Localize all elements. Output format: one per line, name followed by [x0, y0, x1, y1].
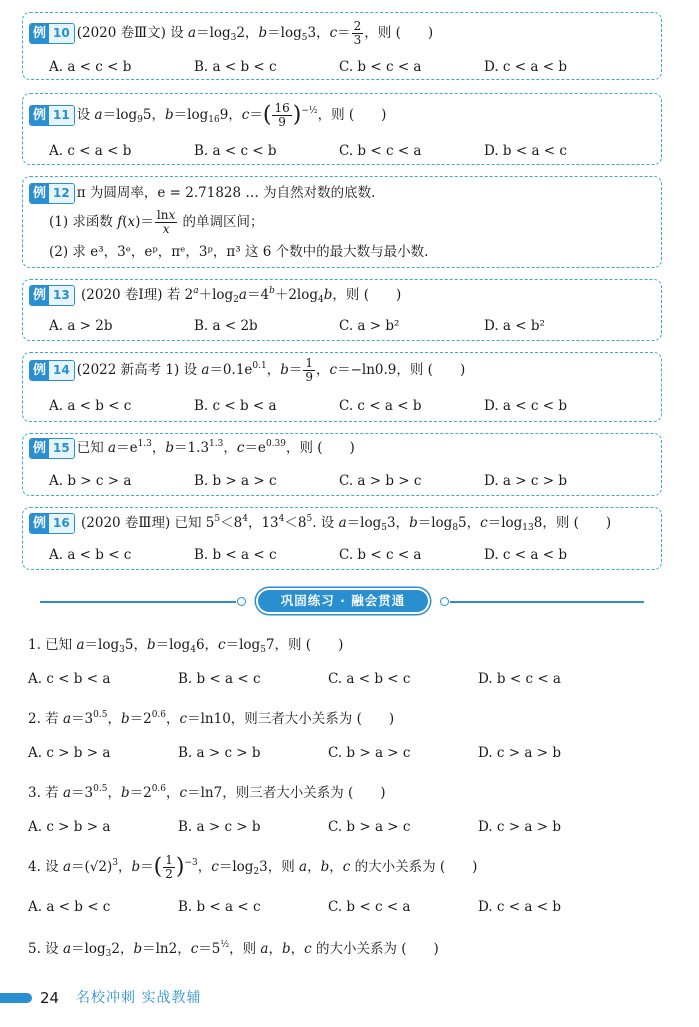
option-c: C. b < c < a [339, 143, 422, 159]
option-a: A. a > 2b [49, 318, 113, 334]
example-12-part2: (2) 求 e³，3ᵉ，eᵖ，πᵉ，3ᵖ，π³ 这 6 个数中的最大数与最小数. [49, 244, 429, 260]
example-tag: 例 11 [29, 105, 75, 126]
section-banner: 巩固练习 · 融会贯通 [258, 590, 428, 612]
option-d: D. c > a > b [478, 745, 561, 761]
book-title: 名校冲刺 实战教辅 [76, 990, 202, 1006]
example-tag: 例 12 [29, 183, 75, 204]
exercise-4-question: 4. 设 $a=(√2)^3$，b＝( $\frac{1}{2}$ )$^{-3}$，$c=\log_23$，则 a，b，c 的大小关系为 ( ) [28, 853, 478, 881]
option-d: D. a < b² [484, 318, 545, 334]
page-number: 24 [40, 989, 60, 1007]
option-b: B. b < a < c [194, 547, 277, 563]
option-a: A. a < c < b [49, 59, 132, 75]
option-b: B. b > a > c [194, 473, 277, 489]
exercise-3-question: 3. 若 $a=3^{0.5}$，$b=2^{0.6}$，c＝ln7，则三者大小关系为 ( ) [28, 784, 386, 801]
example-12-question: 例 12 π 为圆周率，e = 2.71828 … 为自然对数的底数. [29, 181, 655, 205]
example-tag: 例 13 [29, 285, 75, 306]
option-c: C. b > a > c [328, 745, 411, 761]
option-c: C. b < c < a [339, 547, 422, 563]
exercise-1-question: 1. 已知 $a=\log_35$，$b=\log_46$，$c=\log_57$，则 ( ) [28, 637, 344, 655]
option-b: B. a < c < b [194, 143, 277, 159]
option-c: C. b < c < a [328, 899, 411, 915]
option-a: A. c < b < a [28, 671, 111, 687]
option-d: D. c > a > b [478, 819, 561, 835]
page-footer [0, 987, 300, 1009]
example-12-box [22, 176, 662, 268]
option-a: A. c < a < b [49, 143, 132, 159]
option-a: A. c > b > a [28, 745, 111, 761]
example-tag: 例 10 [29, 23, 75, 44]
exercise-2-question: 2. 若 $a=3^{0.5}$，$b=2^{0.6}$，c＝ln10，则三者大小关系为 ( ) [28, 710, 395, 727]
example-10-box [22, 12, 662, 80]
example-14-question: 例 14 (2022 新高考 1) 设 $a=0.1e^{0.1}$，b＝ $\frac{1}{9}$ ，c＝−ln0.9，则 ( ) [29, 357, 655, 384]
option-b: B. b < a < c [178, 899, 261, 915]
example-11-question: 例 11 设 $a=\log_95$，$b=\log_{16}9$，c＝( $\frac{16}{9}$ )$^{-\frac{1}{2}}$，则 ( ) [29, 100, 655, 131]
option-b: B. c < b < a [194, 398, 277, 414]
option-a: A. a < b < c [28, 899, 111, 915]
section-divider [40, 590, 644, 614]
option-b: B. a > c > b [178, 819, 261, 835]
example-16-box [22, 507, 662, 570]
example-tag: 例 16 [29, 513, 75, 534]
option-a: A. b > c > a [49, 473, 132, 489]
option-d: D. c < a < b [484, 59, 567, 75]
example-tag: 例 14 [29, 360, 75, 381]
option-a: A. c > b > a [28, 819, 111, 835]
example-13-box [22, 279, 662, 341]
example-13-question: 例 13 (2020 卷Ⅰ理) 若 $2^a+\log_2a=4^b+2\log_4b$，则 ( ) [29, 283, 655, 307]
example-14-box [22, 352, 662, 422]
option-a: A. a < b < c [49, 398, 132, 414]
exercise-5-question: 5. 设 $a=\log_32$，b＝ln2，$c=5^{\frac{1}{2}}$，则 a，b，c 的大小关系为 ( ) [28, 940, 439, 959]
option-d: D. b < a < c [484, 143, 567, 159]
option-c: C. a > b² [339, 318, 400, 334]
option-b: B. a < b < c [194, 59, 277, 75]
option-c: C. b > a > c [328, 819, 411, 835]
example-15-question: 例 15 已知 $a=e^{1.3}$，$b=1.3^{1.3}$，$c=e^{0.39}$，则 ( ) [29, 436, 655, 460]
example-12-part1: (1) 求函数 f(x)＝ $\frac{\ln x}{x}$ 的单调区间； [49, 208, 264, 236]
option-c: C. a < b < c [328, 671, 411, 687]
option-d: D. c < a < b [478, 899, 561, 915]
footer-accent-bar [0, 993, 32, 1003]
divider-circle-icon [237, 597, 246, 606]
option-b: B. a > c > b [178, 745, 261, 761]
example-tag: 例 15 [29, 438, 75, 459]
option-c: C. a > b > c [339, 473, 422, 489]
example-16-question: 例 16 (2020 卷Ⅲ理) 已知 $5^5<8^4$，$13^4<8^5$. 设 $a=\log_53$，$b=\log_85$，$c=\log_{13}8$，则 ( ) [29, 511, 655, 535]
option-d: D. a < c < b [484, 398, 567, 414]
option-c: C. c < a < b [339, 398, 422, 414]
option-b: B. a < 2b [194, 318, 258, 334]
option-b: B. b < a < c [178, 671, 261, 687]
example-10-question: 例 10 (2020 卷Ⅲ文) 设 $a=\log_32$，$b=\log_53$，c＝ $\frac{2}{3}$ ，则 ( ) [29, 20, 655, 47]
option-c: C. b < c < a [339, 59, 422, 75]
example-11-box [22, 93, 662, 165]
option-a: A. a < b < c [49, 547, 132, 563]
divider-circle-icon [440, 597, 449, 606]
option-d: D. b < c < a [478, 671, 561, 687]
option-d: D. a > c > b [484, 473, 567, 489]
option-d: D. c < a < b [484, 547, 567, 563]
example-15-box [22, 433, 662, 496]
